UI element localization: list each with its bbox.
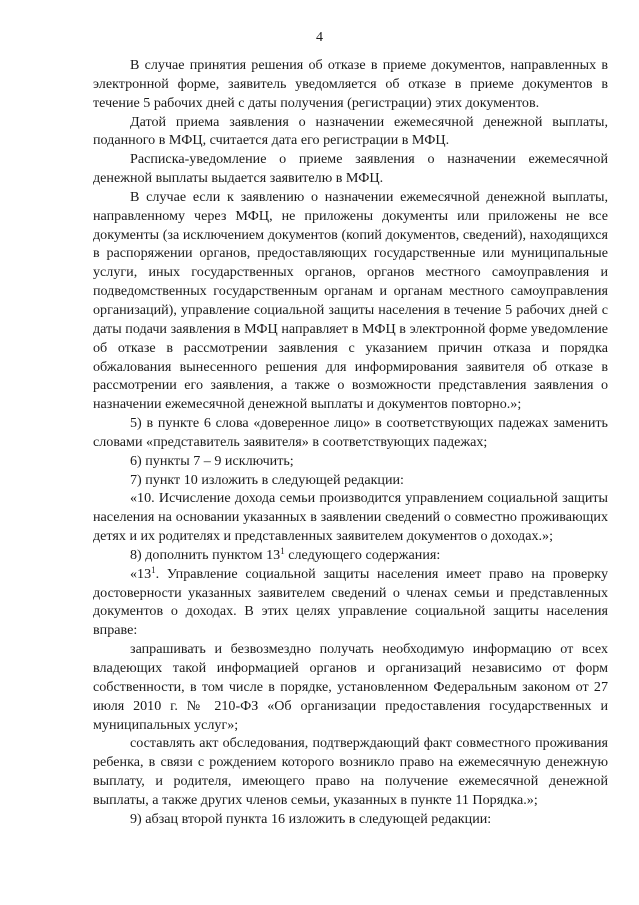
- paragraph-refusal-electronic: В случае принятия решения об отказе в приеме документов, направленных в электронной форме, заявитель уведомляется об отказе в приеме документов в течение 5 рабочих дней с даты получения (регистрации) этих документов.: [93, 57, 608, 111]
- paragraph-missing-documents: В случае если к заявлению о назначении ежемесячной денежной выплаты, направленному через МФЦ, не приложены документы или приложены не все документы (за исключением документов (копий документов, сведений), находящихся в распоряжении органов, предоставляющих государственные или муниципальные услуги, иных государственных органов, органов местного самоуправления и подведомственных государственным органам и органам местного самоуправления организаций), управление социальной защиты населения в течение 5 рабочих дней с даты подачи заявления в МФЦ направляет в МФЦ в электронной форме уведомление об отказе в рассмотрении заявления с указанием причин отказа и порядка обжалования вынесенного решения для информирования заявителя об отказе в рассмотрении его заявления, а также о возможности представления заявления о назначении ежемесячной денежной выплаты и документов повторно.»;: [93, 188, 608, 413]
- clause-13-text: «13: [130, 565, 152, 582]
- paragraph-item-5: 5) в пункте 6 слова «доверенное лицо» в соответствующих падежах заменить словами «представитель заявителя» в соответствующих падежах;: [93, 415, 608, 450]
- item-8-superscript: 1: [280, 545, 285, 556]
- paragraph-inspection-act: составлять акт обследования, подтверждающий факт совместного проживания ребенка, в связи с рождением которого возникло право на ежемесячную денежную выплату, и родителя, имеющего право на получение ежемесячной денежной выплаты, а также других членов семьи, указанных в пункте 11 Порядка.»;: [93, 735, 608, 808]
- paragraph-clause-13-1: [93, 565, 608, 640]
- item-8-text: 8) дополнить пунктом 13: [130, 546, 281, 563]
- item-8-text-after: следующего содержания:: [284, 546, 441, 563]
- clause-13-superscript: 1: [151, 564, 156, 575]
- paragraph-item-6: 6) пункты 7 – 9 исключить;: [130, 452, 294, 469]
- page-number: 4: [316, 30, 323, 45]
- paragraph-item-8: [93, 546, 608, 565]
- paragraph-request-information: запрашивать и безвозмездно получать необходимую информацию от всех владеющих такой информацией органов и организаций независимо от форм собственности, в том числе в порядке, установленном Федеральным законом от 27 июля 2010 г. № 210-ФЗ «Об организации предоставления государственных и муниципальных услуг»;: [93, 641, 608, 733]
- paragraph-mfc-date: Датой приема заявления о назначении ежемесячной денежной выплаты, поданного в МФЦ, считается дата его регистрации в МФЦ.: [93, 113, 608, 149]
- clause-13-text-after: . Управление социальной защиты населения имеет право на проверку достоверности указанных заявителем сведений о членах семьи и представленных документов о доходах. В этих целях управление социальной защиты населения вправе:: [93, 565, 608, 639]
- paragraph-item-7: 7) пункт 10 изложить в следующей редакции:: [130, 471, 404, 488]
- paragraph-clause-10: «10. Исчисление дохода семьи производится управлением социальной защиты населения на основании указанных в заявлении сведений о совместно проживающих детях и их родителях и представленных заявителем документов о доходах.»;: [93, 490, 608, 545]
- paragraph-item-9: 9) абзац второй пункта 16 изложить в следующей редакции:: [130, 810, 492, 827]
- paragraph-receipt: Расписка-уведомление о приеме заявления о назначении ежемесячной денежной выплаты выдается заявителю в МФЦ.: [93, 151, 608, 187]
- document-body: [93, 56, 608, 829]
